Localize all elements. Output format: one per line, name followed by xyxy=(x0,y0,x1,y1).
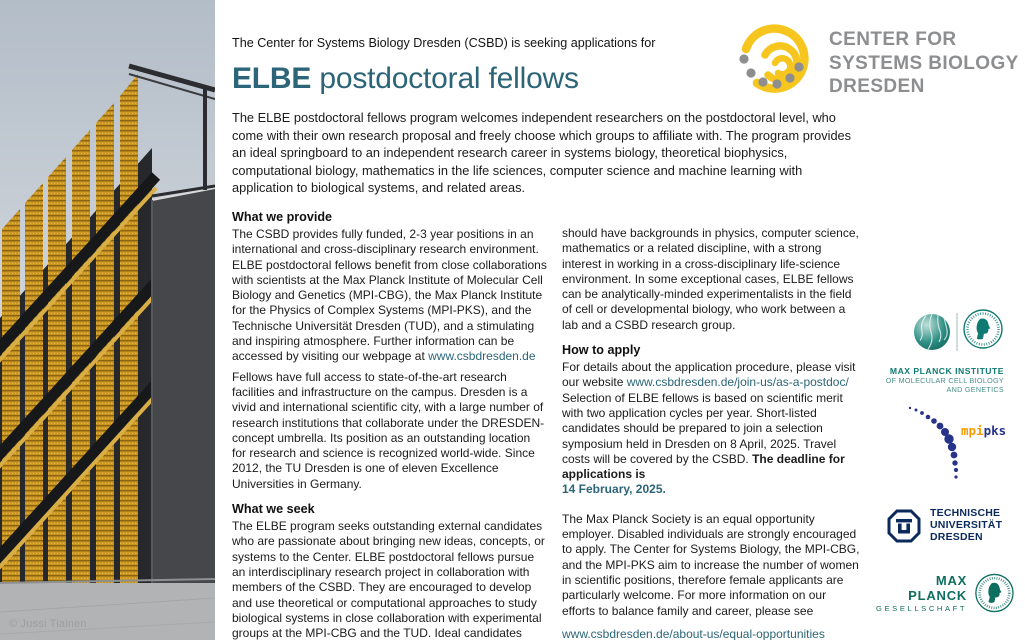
mpi-cbg-sub1: OF MOLECULAR CELL BIOLOGY xyxy=(885,376,1004,385)
svg-text:mpipks xyxy=(961,423,1006,438)
mpg-text xyxy=(875,573,967,613)
mpg-line2: GESELLSCHAFT xyxy=(876,604,968,613)
deadline-date: 14 February, 2025. xyxy=(562,482,666,497)
apply-paragraph xyxy=(562,360,862,498)
csbd-logo-line: CENTER FOR xyxy=(829,29,957,50)
heading-what-we-provide: What we provide xyxy=(232,209,333,224)
two-column-body xyxy=(232,210,862,640)
deadline-label: The deadline for applications is xyxy=(562,451,845,482)
apply-text-b: Selection of ELBE fellows is based on scientific merit with two application cycles per year. Short-listed candidates should be prepared to join a selection symposium held in Dresden on 8 April, 2025. Travel costs will be covered by the CSBD. xyxy=(562,390,843,466)
seek-paragraph-1: The ELBE program seeks outstanding external candidates who are passionate about bringing new ideas, concepts, or systems to the Center. ELBE postdoctoral fellows pursue an interdisciplinary research project in collaboration with members of the CSBD. They are encouraged to develop and use theoretical or computational approaches to study biological systems in close collaboration with experimental groups at the MPI-CBG and the TUD. Ideal candidates xyxy=(232,519,545,640)
mpi-cbg-logo xyxy=(880,305,1004,394)
column-left xyxy=(232,210,547,640)
apply-text-a: For details about the application procedure, please visit our website xyxy=(562,360,856,390)
equal-opportunity-paragraph: The Max Planck Society is an equal opportunity employer. Disabled individuals are strongly encouraged to apply. The Center for Systems Biology, the MPI-CBG, and the MPI-PKS aim to increase the number of women in scientific positions, therefore female applicants are particularly welcome. For more information on our efforts to balance family and career, please see xyxy=(562,511,860,618)
csbd-logo-line: SYSTEMS BIOLOGY xyxy=(829,52,1019,74)
main-content xyxy=(232,0,862,640)
mpg-line1: MAX PLANCK xyxy=(908,573,968,603)
building-photo xyxy=(0,0,215,640)
photo-credit: © Jussi Tiainen xyxy=(9,618,87,630)
postdoc-application-link[interactable]: www.csbdresden.de/join-us/as-a-postdoc/ xyxy=(626,375,849,390)
max-planck-gesellschaft-logo xyxy=(875,572,1015,614)
title-strong: ELBE xyxy=(232,62,312,95)
equal-opportunities-link[interactable]: www.csbdresden.de/about-us/equal-opportunities xyxy=(562,626,825,640)
intro-line: The Center for Systems Biology Dresden (CSBD) is seeking applications for xyxy=(232,36,656,50)
heading-how-to-apply: How to apply xyxy=(562,343,641,358)
mpi-cbg-logo-icon xyxy=(880,305,1004,359)
heading-what-we-seek: What we seek xyxy=(232,502,315,517)
provide-paragraph-1 xyxy=(232,227,547,365)
tu-dresden-logo xyxy=(886,508,1002,546)
tu-dresden-logo-icon xyxy=(886,508,922,546)
mpi-cbg-name: MAX PLANCK INSTITUTE xyxy=(889,366,1004,376)
csbd-logo-line: DRESDEN xyxy=(829,76,925,97)
column-right xyxy=(562,210,862,640)
provide-paragraph-2: Fellows have full access to state-of-the-art research facilities and infrastructure on the campus. Dresden is a vivid and international scientific city, with a large number of research institutions that collaborate under the DRESDEN-concept umbrella. Its position as an outstanding location for research and science is recognized world-wide. Since 2012, the TU Dresden is one of eleven Excellence Universities in Germany. xyxy=(232,369,545,491)
building-photo-art xyxy=(0,0,215,640)
mpipks-text-orange: mpi xyxy=(961,423,984,438)
tud-line: TECHNISCHE xyxy=(930,507,1001,519)
title-rest: postdoctoral fellows xyxy=(319,62,579,95)
provide-text: The CSBD provides fully funded, 2-3 year positions in an international and cross-disciplinary research environment. ELBE postdoctoral fellows benefit from close collaborations with scientists at the Max Planck Institute of Molecular Cell Biology and Genetics (MPI-CBG), the Max Planck Institute for the Physics of Complex Systems (MPI-PKS), and the Technische Universität Dresden (TUD), and a stimulating and inspiring atmosphere. Further information can be accessed by visiting our webpage at xyxy=(232,226,547,364)
tud-line: DRESDEN xyxy=(930,530,983,543)
seek-paragraph-2: should have backgrounds in physics, computer science, mathematics or a related discipline, with a strong interest in working in a cross-disciplinary life-science environment. In some exceptional cases, ELBE fellows can be analytically-minded experimentalists in the field of cell or developmental biology, who work between a lab and a CSBD research group. xyxy=(562,225,859,332)
page-title xyxy=(232,62,862,96)
mpi-pks-logo xyxy=(905,400,1015,490)
mpg-minerva-icon xyxy=(974,572,1015,614)
csbd-website-link[interactable]: www.csbdresden.de xyxy=(428,349,536,364)
tu-dresden-text xyxy=(930,508,1002,543)
mpipks-text-blue: pks xyxy=(983,423,1007,438)
lead-paragraph: The ELBE postdoctoral fellows program welcomes independent researchers on the postdoctoral level, who come with their own research proposal and freely choose which groups to affiliate with. The program provides an ideal springboard to an independent research career in systems biology, theoretical biophysics, computational biology, mathematics in the life sciences, computer science and machine learning with application to biological systems, and related areas. xyxy=(232,110,852,196)
tud-line: UNIVERSITÄT xyxy=(930,518,1003,531)
minerva-emblem xyxy=(964,310,1002,348)
mpi-pks-logo-icon xyxy=(905,400,1015,485)
mpi-cbg-sub2: AND GENETICS xyxy=(946,385,1004,394)
